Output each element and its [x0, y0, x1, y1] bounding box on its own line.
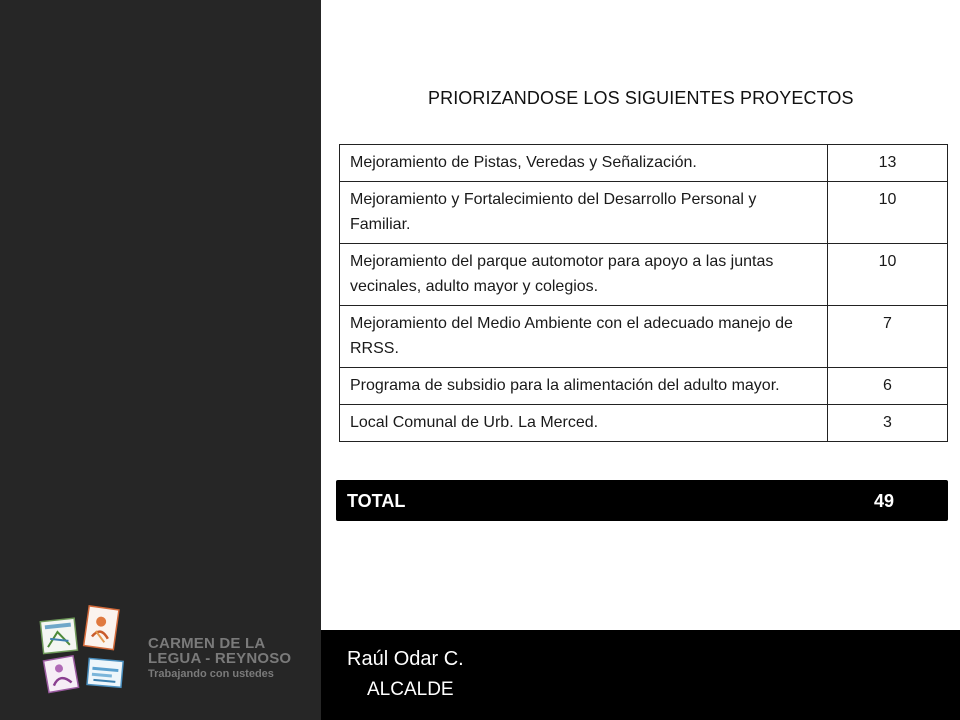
table-row: [340, 306, 948, 368]
mayor-name: Raúl Odar C.: [347, 648, 464, 670]
project-votes: 6: [828, 368, 948, 405]
project-name: Mejoramiento de Pistas, Veredas y Señalización.: [340, 145, 828, 182]
total-value: 49: [874, 491, 895, 511]
total-label: TOTAL: [347, 491, 406, 511]
project-votes: 3: [828, 405, 948, 442]
project-votes: 7: [828, 306, 948, 368]
project-name: Programa de subsidio para la alimentación del adulto mayor.: [340, 368, 828, 405]
table-row: [340, 182, 948, 244]
project-name: Mejoramiento del parque automotor para apoyo a las juntas vecinales, adulto mayor y colegios.: [340, 244, 828, 306]
project-votes: 10: [828, 182, 948, 244]
logo-line-1: CARMEN DE LA: [148, 635, 266, 652]
table-row: [340, 368, 948, 405]
table-row: [340, 145, 948, 182]
logo-tagline: Trabajando con ustedes: [148, 668, 274, 680]
municipality-logo-icon: [38, 602, 130, 696]
table-row: [340, 244, 948, 306]
slide-title: PRIORIZANDOSE LOS SIGUIENTES PROYECTOS: [428, 88, 854, 108]
project-name: Mejoramiento del Medio Ambiente con el adecuado manejo de RRSS.: [340, 306, 828, 368]
footer-bar: [321, 630, 960, 720]
table-row: [340, 405, 948, 442]
logo-text: [148, 636, 291, 680]
project-votes: 10: [828, 244, 948, 306]
project-name: Local Comunal de Urb. La Merced.: [340, 405, 828, 442]
project-votes: 13: [828, 145, 948, 182]
projects-table: [339, 144, 948, 442]
total-bar: [336, 480, 948, 521]
mayor-role: ALCALDE: [367, 679, 454, 700]
project-name: Mejoramiento y Fortalecimiento del Desarrollo Personal y Familiar.: [340, 182, 828, 244]
logo-line-2: LEGUA - REYNOSO: [148, 650, 292, 667]
